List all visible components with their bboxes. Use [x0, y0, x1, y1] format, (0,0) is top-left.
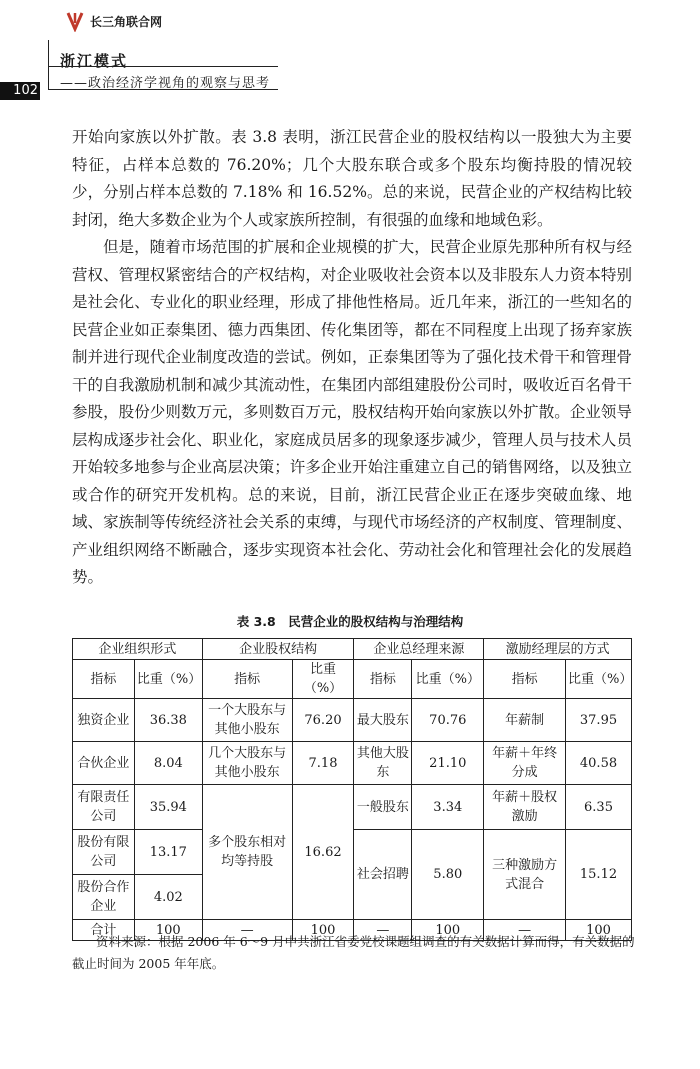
table-cell: 几个大股东与其他小股东	[202, 742, 292, 785]
sub-header: 指标	[73, 660, 135, 699]
table-cell: 100	[566, 920, 632, 941]
body-text	[72, 124, 632, 592]
group-header: 企业总经理来源	[354, 639, 484, 660]
table-cell: 37.95	[566, 699, 632, 742]
page-header	[0, 0, 700, 100]
table-cell: 三种激励方式混合	[484, 830, 566, 920]
table-cell: 70.76	[412, 699, 484, 742]
table-cell: 年薪制	[484, 699, 566, 742]
table-row	[73, 785, 632, 830]
table-cell: 独资企业	[73, 699, 135, 742]
table-cell: 15.12	[566, 830, 632, 920]
paragraph: 但是，随着市场范围的扩展和企业规模的扩大，民营企业原先那种所有权与经营权、管理权紧密结合的产权结构，对企业吸收社会资本以及非股东人力资本特别是社会化、专业化的职业经理，形成了排他性格局。近几年来，浙江的一些知名的民营企业如正泰集团、德力西集团、传化集团等，都在不同程度上出现了扬弃家族制并进行现代企业制度改造的尝试。例如，正泰集团等为了强化技术骨干和管理骨干的自我激励机制和减少其流动性，在集团内部组建股份公司时，吸收近百名骨干参股，股份少则数万元，多则数百万元，股权结构开始向家族以外扩散。企业领导层构成逐步社会化、职业化，家庭成员居多的现象逐步减少，管理人员与技术人员开始较多地参与企业高层决策；许多企业开始注重建立自己的销售网络，以及独立或合作的研究开发机构。总的来说，目前，浙江民营企业正在逐步突破血缘、地域、家族制等传统经济社会关系的束缚，与现代市场经济的产权制度、管理制度、产业组织网络不断融合，逐步实现资本社会化、劳动社会化和管理社会化的发展趋势。	[72, 238, 632, 586]
table-cell: 年薪＋股权激励	[484, 785, 566, 830]
table-cell: 其他大股东	[354, 742, 412, 785]
table-cell: 4.02	[134, 875, 202, 920]
table-cell: 多个股东相对均等持股	[202, 785, 292, 920]
table-cell: 股份合作企业	[73, 875, 135, 920]
table-caption: 表 3.8 民营企业的股权结构与治理结构	[236, 614, 464, 629]
book-title: 浙江模式	[60, 52, 129, 70]
logo	[64, 10, 162, 32]
header-rule-bottom	[48, 89, 278, 90]
header-rule-vertical	[48, 40, 49, 90]
table-cell: 社会招聘	[354, 830, 412, 920]
sub-header: 指标	[354, 660, 412, 699]
table-sub-header	[73, 660, 632, 699]
table-cell: 100	[134, 920, 202, 941]
logo-icon	[64, 10, 86, 32]
sub-header: 指标	[202, 660, 292, 699]
table-cell: 100	[412, 920, 484, 941]
sub-header: 比重（%）	[412, 660, 484, 699]
table-cell: 16.62	[292, 785, 354, 920]
table-cell: 一般股东	[354, 785, 412, 830]
table-row	[73, 742, 632, 785]
table-cell: 股份有限公司	[73, 830, 135, 875]
book-subtitle: ——政治经济学视角的观察与思考	[60, 76, 271, 91]
table-cell: 3.34	[412, 785, 484, 830]
paragraph: 开始向家族以外扩散。表 3.8 表明，浙江民营企业的股权结构以一股独大为主要特征，占样本总数的 76.20%；几个大股东联合或多个股东均衡持股的情况较少，分别占样本总数的 7.18% 和 16.52%。总的来说，民营企业的产权结构比较封闭，绝大多数企业为个人或家族所控制，有很强的血缘和地域色彩。	[72, 128, 632, 229]
table-cell: —	[484, 920, 566, 941]
table-cell: 5.80	[412, 830, 484, 920]
table-cell: 年薪＋年终分成	[484, 742, 566, 785]
page-number: 102	[0, 82, 40, 100]
source-note	[72, 931, 640, 975]
group-header: 企业股权结构	[202, 639, 354, 660]
sub-header: 比重（%）	[292, 660, 354, 699]
ownership-table	[72, 638, 632, 941]
sub-header: 比重（%）	[566, 660, 632, 699]
table-cell: 21.10	[412, 742, 484, 785]
table-cell: 最大股东	[354, 699, 412, 742]
source-note-text: 资料来源：根据 2006 年 6～9 月中共浙江省委党校课题组调查的有关数据计算而得，有关数据的截止时间为 2005 年年底。	[72, 934, 635, 971]
logo-text: 长三角联合网	[90, 14, 163, 29]
table-row	[73, 699, 632, 742]
table-group-header	[73, 639, 632, 660]
table-cell: 合计	[73, 920, 135, 941]
group-header: 企业组织形式	[73, 639, 203, 660]
group-header: 激励经理层的方式	[484, 639, 632, 660]
table-cell: 6.35	[566, 785, 632, 830]
table-cell: 40.58	[566, 742, 632, 785]
sub-header: 比重（%）	[134, 660, 202, 699]
table-cell: —	[354, 920, 412, 941]
table-cell: 合伙企业	[73, 742, 135, 785]
table-cell: 35.94	[134, 785, 202, 830]
table-cell: 有限责任公司	[73, 785, 135, 830]
table-cell: 13.17	[134, 830, 202, 875]
header-rule	[48, 66, 278, 67]
table-cell: 一个大股东与其他小股东	[202, 699, 292, 742]
sub-header: 指标	[484, 660, 566, 699]
table-cell: 36.38	[134, 699, 202, 742]
table-cell: —	[202, 920, 292, 941]
table-cell: 8.04	[134, 742, 202, 785]
table-cell: 76.20	[292, 699, 354, 742]
table-cell: 7.18	[292, 742, 354, 785]
table-cell: 100	[292, 920, 354, 941]
